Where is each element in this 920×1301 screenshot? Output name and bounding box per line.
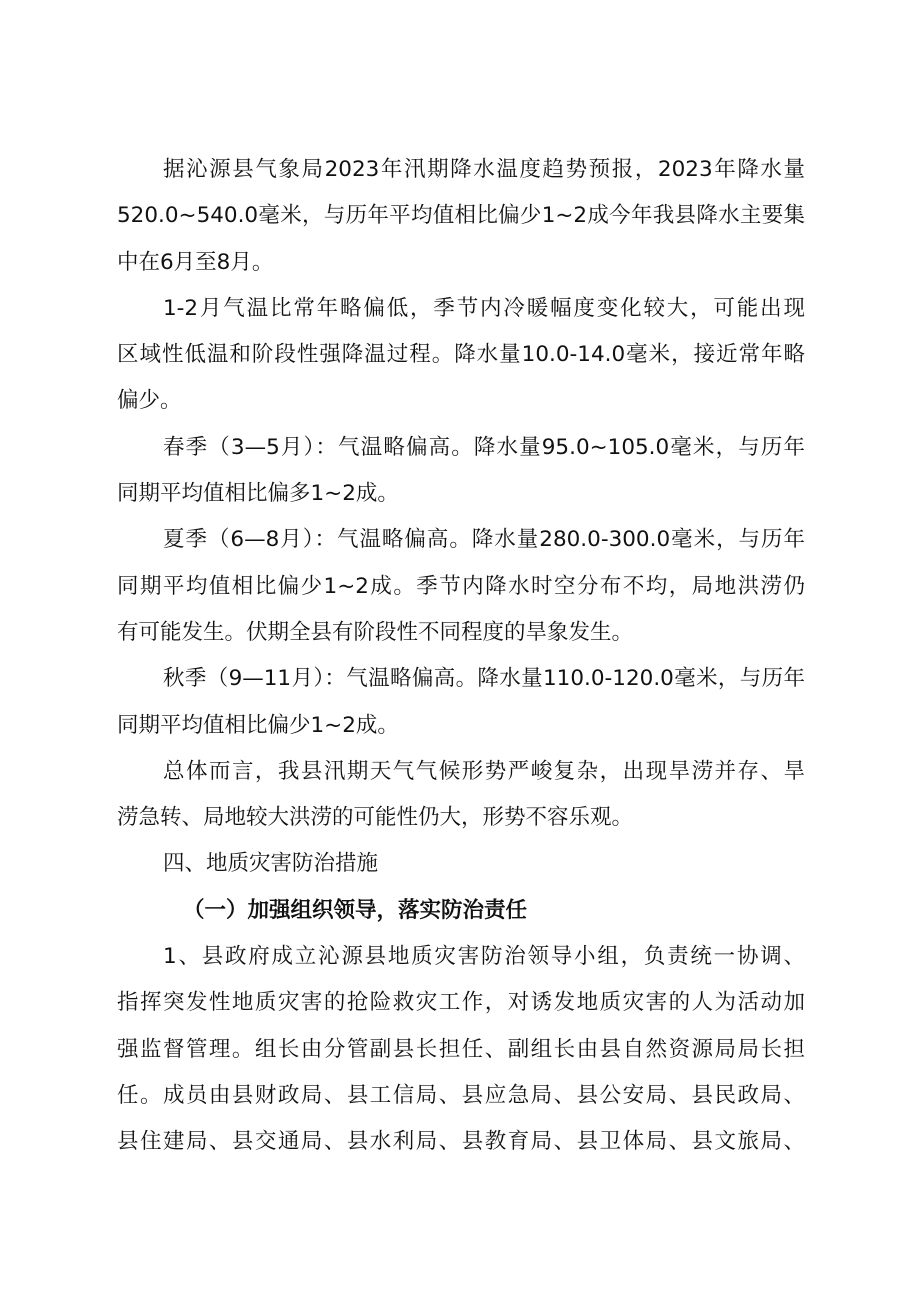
paragraph-summary-line-1: 总体而言，我县汛期天气气候形势严峻复杂，出现旱涝并存、旱: [163, 758, 805, 784]
paragraph-summer-line-3: 有可能发生。伏期全县有阶段性不同程度的旱象发生。: [117, 619, 634, 645]
paragraph-spring-line-2: 同期平均值相比偏多1~2成。: [117, 481, 399, 507]
section-heading-geological-measures: 四、地质灾害防治措施: [163, 851, 379, 877]
paragraph-forecast-line-2: 520.0~540.0毫米，与历年平均值相比偏少1~2成今年我县降水主要集: [117, 203, 805, 229]
paragraph-leading-group-line-5: 县住建局、县交通局、县水利局、县教育局、县卫体局、县文旅局、: [117, 1129, 805, 1155]
paragraph-summary-line-2: 涝急转、局地较大洪涝的可能性仍大，形势不容乐观。: [117, 805, 634, 831]
subsection-heading-leadership: （一）加强组织领导，落实防治责任: [183, 897, 528, 923]
paragraph-autumn-line-2: 同期平均值相比偏少1~2成。: [117, 712, 399, 738]
document-body: [117, 147, 805, 1166]
paragraph-summer-line-2: 同期平均值相比偏少1~2成。季节内降水时空分布不均，局地洪涝仍: [117, 573, 805, 599]
paragraph-autumn-line-1: 秋季（9—11月）：气温略偏高。降水量110.0-120.0毫米，与历年: [163, 666, 805, 692]
paragraph-leading-group-line-2: 指挥突发性地质灾害的抢险救灾工作，对诱发地质灾害的人为活动加: [117, 990, 805, 1016]
paragraph-spring-line-1: 春季（3—5月）：气温略偏高。降水量95.0~105.0毫米，与历年: [163, 434, 805, 460]
paragraph-summer-line-1: 夏季（6—8月）：气温略偏高。降水量280.0-300.0毫米，与历年: [163, 527, 805, 553]
paragraph-leading-group-line-1: 1、县政府成立沁源县地质灾害防治领导小组，负责统一协调、: [163, 944, 805, 970]
paragraph-leading-group-line-4: 任。成员由县财政局、县工信局、县应急局、县公安局、县民政局、: [117, 1082, 805, 1108]
paragraph-jan-feb-line-3: 偏少。: [117, 388, 182, 414]
paragraph-jan-feb-line-1: 1-2月气温比常年略偏低，季节内冷暖幅度变化较大，可能出现: [163, 295, 805, 321]
paragraph-forecast-line-3: 中在6月至8月。: [117, 249, 274, 275]
paragraph-leading-group-line-3: 强监督管理。组长由分管副县长担任、副组长由县自然资源局局长担: [117, 1036, 805, 1062]
paragraph-jan-feb-line-2: 区域性低温和阶段性强降温过程。降水量10.0-14.0毫米，接近常年略: [117, 342, 805, 368]
paragraph-forecast-line-1: 据沁源县气象局2023年汛期降水温度趋势预报，2023年降水量: [163, 157, 805, 182]
